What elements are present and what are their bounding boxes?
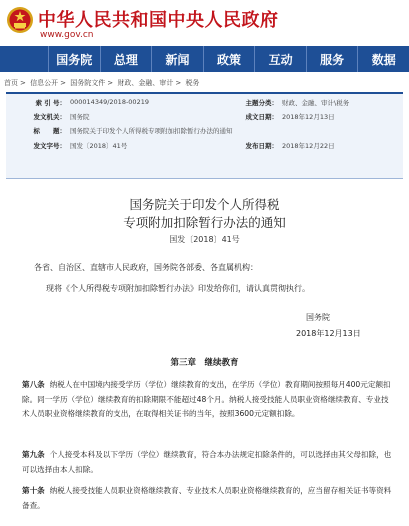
nav-item-zongli[interactable]: 总理	[101, 46, 153, 72]
article-label: 第八条	[22, 380, 45, 389]
info-row-docno	[6, 141, 403, 154]
nav-item-fuwu[interactable]: 服务	[307, 46, 359, 72]
breadcrumb-item-shuiwu[interactable]: 税务	[185, 79, 200, 87]
issuer-label: 发文机关：	[33, 113, 66, 121]
created-label: 成文日期：	[245, 113, 278, 121]
sign-date: 2018年12月13日	[296, 329, 361, 338]
main-nav	[0, 46, 409, 72]
breadcrumb-item-wenjian[interactable]: 国务院文件	[70, 79, 106, 87]
title-value: 国务院关于印发个人所得税专项附加扣除暂行办法的通知	[70, 127, 233, 135]
article-text: 纳税人在中国境内接受学历（学位）继续教育的支出，在学历（学位）教育期间按照每月400元定额扣除。同一学历（学位）继续教育的扣除期限不能超过48个月。纳税人接受技能人员职业资格继续教育、专业技术人员职业资格继续教育的支出，在取得相关证书的当年，按照3600元定额扣除。	[22, 380, 391, 418]
article-label: 第十条	[22, 486, 45, 495]
article-9	[22, 448, 394, 477]
breadcrumb-item-xinxi[interactable]: 信息公开	[30, 79, 59, 87]
info-row-issuer	[6, 112, 403, 125]
national-emblem-icon	[6, 6, 34, 34]
issuer-value: 国务院	[70, 113, 90, 121]
breadcrumb	[4, 78, 201, 88]
published-label: 发布日期：	[245, 142, 278, 150]
document-title-line1: 国务院关于印发个人所得税	[129, 197, 280, 212]
breadcrumb-separator: >	[20, 79, 26, 87]
docno-label: 发文字号：	[33, 142, 66, 150]
notice-text: 现将《个人所得税专项附加扣除暂行办法》印发给你们，请认真贯彻执行。	[46, 284, 310, 293]
site-header	[0, 0, 409, 46]
breadcrumb-separator: >	[60, 79, 66, 87]
breadcrumb-item-caizheng[interactable]: 财政、金融、审计	[117, 79, 174, 87]
site-url: www.gov.cn	[40, 30, 94, 40]
chapter-heading: 第三章 继续教育	[170, 358, 239, 368]
docno-value: 国发〔2018〕41号	[70, 142, 128, 150]
topic-label: 主题分类：	[245, 99, 278, 107]
index-label: 索 引 号：	[35, 99, 66, 107]
article-label: 第九条	[22, 450, 45, 459]
created-value: 2018年12月13日	[282, 113, 335, 121]
info-row-index	[6, 98, 403, 111]
article-text: 个人接受本科及以下学历（学位）继续教育，符合本办法规定扣除条件的，可以选择由其父母扣除，也可以选择由本人扣除。	[22, 450, 392, 474]
published-value: 2018年12月22日	[282, 142, 335, 150]
signer: 国务院	[306, 313, 330, 322]
document-title	[0, 196, 409, 232]
addressees: 各省、自治区、直辖市人民政府，国务院各部委、各直属机构：	[34, 263, 258, 272]
nav-item-xinwen[interactable]: 新闻	[152, 46, 204, 72]
article-10	[22, 484, 394, 513]
document-info-table	[6, 92, 403, 179]
topic-value: 财政、金融、审计\税务	[282, 99, 350, 107]
article-text: 纳税人接受技能人员职业资格继续教育、专业技术人员职业资格继续教育的，应当留存相关证书等资料备查。	[22, 486, 392, 510]
nav-item-shuju[interactable]: 数据	[371, 52, 396, 67]
nav-item-guowuyuan[interactable]: 国务院	[49, 46, 101, 72]
nav-home-spacer	[0, 46, 49, 72]
article-8	[22, 378, 394, 422]
breadcrumb-item-home[interactable]: 首页	[4, 79, 18, 87]
document-number: 国发〔2018〕41号	[169, 235, 240, 244]
info-row-title	[6, 126, 403, 139]
breadcrumb-separator: >	[107, 79, 114, 87]
document-title-line2: 专项附加扣除暂行办法的通知	[123, 215, 286, 230]
title-label: 标 题：	[33, 127, 66, 135]
site-title[interactable]: 中华人民共和国中央人民政府	[38, 10, 279, 31]
nav-item-hudong[interactable]: 互动	[255, 46, 307, 72]
breadcrumb-separator: >	[175, 79, 182, 87]
index-value: 000014349/2018-00219	[70, 98, 149, 106]
nav-item-zhengce[interactable]: 政策	[204, 46, 256, 72]
